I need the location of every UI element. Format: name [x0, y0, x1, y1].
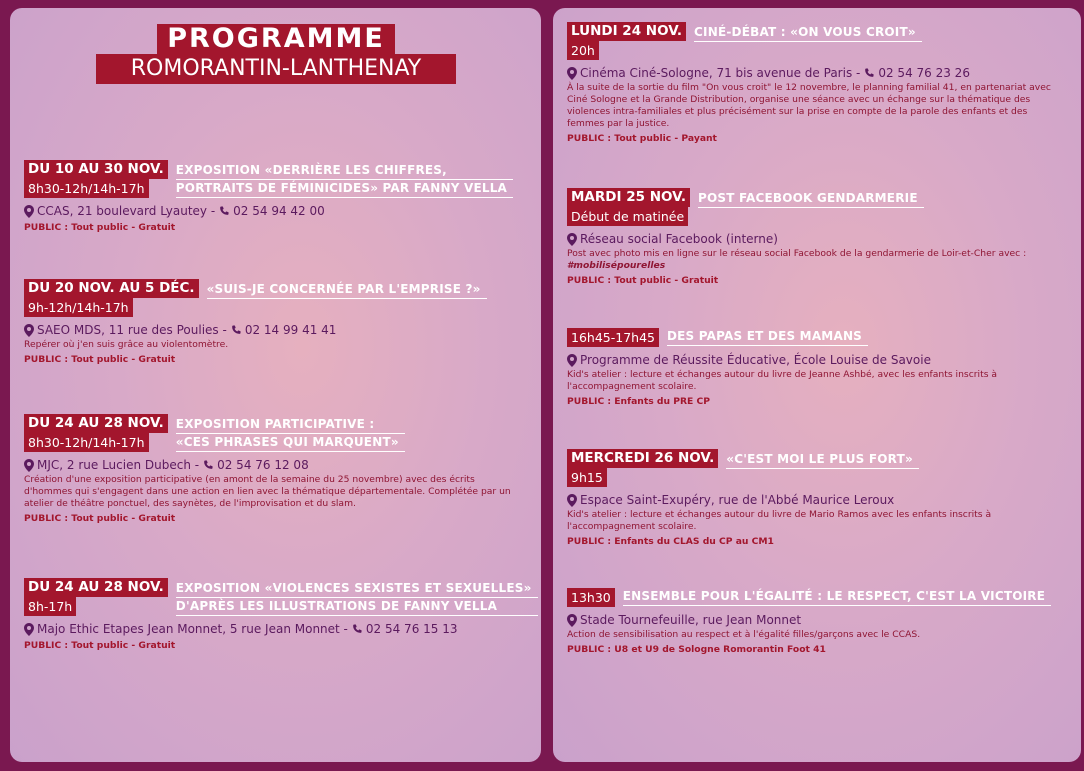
event-phone: 02 54 76 12 08: [217, 458, 309, 472]
event-phone: 02 54 94 42 00: [233, 204, 325, 218]
event-public: PUBLIC : Tout public - Gratuit: [24, 640, 176, 651]
event-header: [567, 588, 1067, 607]
event-address: Cinéma Ciné-Sologne, 71 bis avenue de Paris -: [580, 66, 861, 80]
event-date: DU 20 NOV. AU 5 DÉC.: [24, 279, 199, 298]
event-description: Repérer où j'en suis grâce au violentomètre.: [24, 339, 229, 350]
program-title: [96, 24, 456, 84]
event-description: À la suite de la sortie du film "On vous croit" le 12 novembre, le planning familial 41, en partenariat avec Ciné Sologne et la Grande Distribution, organise une séance avec un échange sur la thématique des violences intra-familiales et plus précisément sur la prise en compte de la parole des enfants et des femmes par la justice.: [567, 82, 1051, 129]
location-pin-icon: [24, 459, 34, 472]
event-date-time: [567, 22, 686, 60]
left-panel: [10, 8, 541, 762]
event-public: PUBLIC : Tout public - Gratuit: [24, 513, 176, 524]
event-title-line: CINÉ-DÉBAT : «ON VOUS CROIT»: [694, 24, 922, 42]
event-header: [567, 188, 1067, 226]
event-time: 8h30-12h/14h-17h: [24, 433, 149, 452]
event-title: [176, 580, 538, 616]
event-title-line: PORTRAITS DE FÉMINICIDES» PAR FANNY VELLA: [176, 180, 513, 198]
event-public: PUBLIC : Tout public - Gratuit: [567, 275, 719, 286]
event-public: PUBLIC : U8 et U9 de Sologne Romorantin Foot 41: [567, 644, 826, 655]
event-date-time: [24, 279, 199, 317]
event-description: Kid's atelier : lecture et échanges autour du livre de Mario Ramos avec les enfants inscrits à l'accompagnement scolaire.: [567, 509, 992, 532]
event-address: Réseau social Facebook (interne): [580, 232, 778, 246]
event-time: 9h15: [567, 468, 607, 487]
event-title-line: POST FACEBOOK GENDARMERIE: [698, 190, 924, 208]
event-title-line: «CES PHRASES QUI MARQUENT»: [176, 434, 405, 452]
location-pin-icon: [24, 324, 34, 337]
event-address: Majo Ethic Etapes Jean Monnet, 5 rue Jean Monnet -: [37, 622, 348, 636]
event-address: Stade Tournefeuille, rue Jean Monnet: [580, 613, 802, 627]
event-header: [24, 160, 524, 198]
location-pin-icon: [24, 205, 34, 218]
event-title: [623, 588, 1051, 606]
event-public: PUBLIC : Enfants du CLAS du CP au CM1: [567, 536, 774, 547]
event-date: DU 10 AU 30 NOV.: [24, 160, 168, 179]
event-title-line: «C'EST MOI LE PLUS FORT»: [726, 451, 919, 469]
event-block: [567, 449, 1067, 548]
event-address: SAEO MDS, 11 rue des Poulies -: [37, 323, 227, 337]
title-line1: PROGRAMME: [157, 24, 395, 54]
event-header: [567, 22, 1067, 60]
event-header: [567, 449, 1067, 487]
event-location: [567, 353, 1067, 368]
event-phone: 02 54 76 15 13: [365, 622, 458, 636]
event-time: 13h30: [567, 588, 615, 607]
phone-icon: [352, 624, 363, 635]
event-date-time: [567, 188, 690, 226]
event-phone: 02 54 76 23 26: [878, 66, 970, 80]
event-date-time: [24, 578, 168, 616]
location-pin-icon: [567, 614, 577, 627]
event-block: [24, 279, 524, 366]
event-date-time: [567, 449, 718, 487]
phone-icon: [203, 460, 214, 471]
event-title-line: EXPOSITION «VIOLENCES SEXISTES ET SEXUELLES»: [176, 580, 538, 598]
title-line2: ROMORANTIN-LANTHENAY: [96, 54, 456, 84]
event-public: PUBLIC : Tout public - Gratuit: [24, 354, 176, 365]
event-date: DU 24 AU 28 NOV.: [24, 414, 168, 433]
event-title: [698, 190, 924, 208]
hashtag: #mobilisépourelles: [567, 260, 666, 271]
event-public: PUBLIC : Enfants du PRE CP: [567, 396, 710, 407]
event-title: [694, 24, 922, 42]
right-panel: [553, 8, 1081, 762]
event-date-time: [567, 588, 615, 607]
event-title: [176, 162, 513, 198]
event-header: [24, 578, 532, 616]
event-time: 16h45-17h45: [567, 328, 659, 347]
event-title-line: «SUIS-JE CONCERNÉE PAR L'EMPRISE ?»: [207, 281, 487, 299]
event-location: [24, 458, 524, 473]
phone-icon: [219, 206, 230, 217]
event-header: [24, 414, 524, 452]
event-address: Programme de Réussite Éducative, École Louise de Savoie: [580, 353, 931, 367]
event-title-line: DES PAPAS ET DES MAMANS: [667, 328, 868, 346]
location-pin-icon: [24, 623, 34, 636]
event-time: 8h-17h: [24, 597, 76, 616]
event-phone: 02 14 99 41 41: [244, 323, 337, 337]
event-date: LUNDI 24 NOV.: [567, 22, 686, 41]
event-time: 9h-12h/14h-17h: [24, 298, 133, 317]
event-address: Espace Saint-Exupéry, rue de l'Abbé Maurice Leroux: [580, 493, 895, 507]
event-address: CCAS, 21 boulevard Lyautey -: [37, 204, 216, 218]
event-date: MARDI 25 NOV.: [567, 188, 690, 207]
event-title-line: EXPOSITION «DERRIÈRE LES CHIFFRES,: [176, 162, 513, 180]
event-block: [567, 328, 1067, 408]
event-header: [24, 279, 524, 317]
event-title: [176, 416, 405, 452]
event-header: [567, 328, 1067, 347]
event-time: Début de matinée: [567, 207, 688, 226]
event-date-time: [24, 414, 168, 452]
event-location: [567, 66, 1067, 81]
event-title: [726, 451, 919, 469]
event-block: [567, 22, 1067, 145]
event-block: [24, 578, 532, 652]
event-title-line: ENSEMBLE POUR L'ÉGALITÉ : LE RESPECT, C'EST LA VICTOIRE: [623, 588, 1051, 606]
event-title: [667, 328, 868, 346]
event-location: [24, 323, 524, 338]
phone-icon: [864, 68, 875, 79]
event-block: [567, 588, 1067, 656]
event-date: DU 24 AU 28 NOV.: [24, 578, 168, 597]
event-block: [24, 414, 524, 525]
event-description: Création d'une exposition participative (en amont de la semaine du 25 novembre) avec des écrits d'hommes qui s'engagent dans une action en lien avec la thématique départementale. Complétée par un atelier de théâtre ponctuel, des saynètes, de l'improvisation et du slam.: [24, 474, 511, 509]
event-address: MJC, 2 rue Lucien Dubech -: [37, 458, 200, 472]
event-block: [24, 160, 524, 234]
event-description: Kid's atelier : lecture et échanges autour du livre de Jeanne Ashbé, avec les enfants inscrits à l'accompagnement scolaire.: [567, 369, 998, 392]
event-title-line: EXPOSITION PARTICIPATIVE :: [176, 416, 405, 434]
event-time: 20h: [567, 41, 599, 60]
event-public: PUBLIC : Tout public - Payant: [567, 133, 717, 144]
event-location: [24, 204, 524, 219]
event-title-line: D'APRÈS LES ILLUSTRATIONS DE FANNY VELLA: [176, 598, 538, 616]
location-pin-icon: [567, 67, 577, 80]
event-public: PUBLIC : Tout public - Gratuit: [24, 222, 176, 233]
event-description: Action de sensibilisation au respect et à l'égalité filles/garçons avec le CCAS.: [567, 629, 921, 640]
event-description: Post avec photo mis en ligne sur le réseau social Facebook de la gendarmerie de Loir-et-Cher avec : #mobilisépourelles: [567, 248, 1027, 271]
phone-icon: [231, 325, 242, 336]
event-location: [24, 622, 524, 637]
event-location: [567, 232, 1067, 247]
event-date: MERCREDI 26 NOV.: [567, 449, 718, 468]
location-pin-icon: [567, 233, 577, 246]
event-location: [567, 493, 1067, 508]
event-location: [567, 613, 1067, 628]
event-date-time: [24, 160, 168, 198]
location-pin-icon: [567, 354, 577, 367]
event-block: [567, 188, 1067, 287]
event-date-time: [567, 328, 659, 347]
location-pin-icon: [567, 494, 577, 507]
event-title: [207, 281, 487, 299]
event-time: 8h30-12h/14h-17h: [24, 179, 149, 198]
